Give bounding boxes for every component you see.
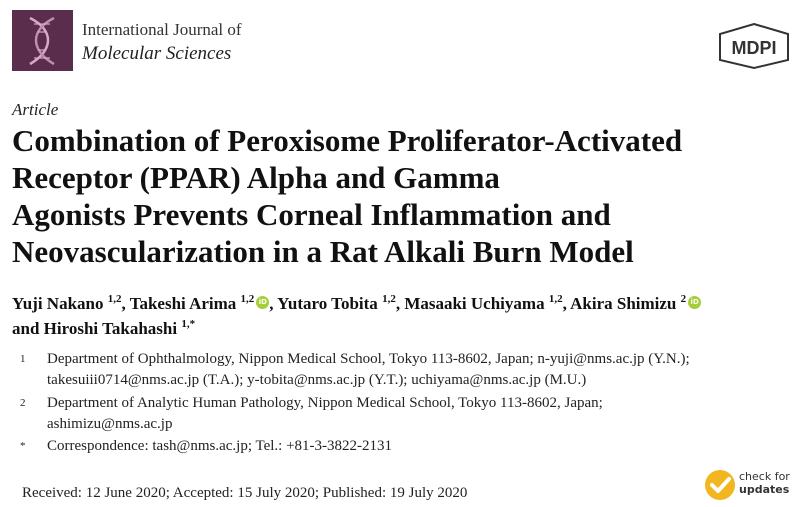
- affiliation-line: takesuiii0714@nms.ac.jp (T.A.); y-tobita@nms.ac.jp (Y.T.); uchiyama@nms.ac.jp (M.U.): [47, 372, 587, 388]
- author-name[interactable]: Takeshi Arima: [129, 294, 237, 313]
- author-name[interactable]: Hiroshi Takahashi: [43, 319, 178, 338]
- check-for-updates-badge[interactable]: [703, 468, 798, 504]
- affiliation-line: Department of Analytic Human Pathology, Nippon Medical School, Tokyo 113-8602, Japan;: [47, 395, 603, 411]
- article-title: [12, 122, 792, 270]
- title-line: Agonists Prevents Corneal Inflammation and: [12, 197, 611, 232]
- author-affil: 1,2: [548, 293, 563, 305]
- affiliation-mark: 2: [20, 397, 26, 409]
- dna-helix-icon: [12, 10, 73, 71]
- affiliation-2: [12, 393, 800, 435]
- affiliation-1: [12, 349, 800, 391]
- check-updates-line2: updates: [739, 483, 790, 496]
- journal-name-line2: Molecular Sciences: [82, 43, 232, 64]
- title-line: Combination of Peroxisome Proliferator-Activated: [12, 123, 683, 158]
- orcid-icon[interactable]: iD: [256, 296, 269, 309]
- orcid-icon[interactable]: iD: [688, 296, 701, 309]
- affiliation-mark: 1: [20, 353, 26, 365]
- article-type: Article: [12, 100, 59, 119]
- author-affil: 1,2: [240, 293, 255, 305]
- affiliation-line: ashimizu@nms.ac.jp: [47, 416, 173, 432]
- author-affil: 1,2: [107, 293, 122, 305]
- title-line: Receptor (PPAR) Alpha and Gamma: [12, 160, 500, 195]
- affiliation-mark: *: [20, 440, 26, 452]
- correspondence-line: Correspondence: tash@nms.ac.jp; Tel.: +81-3-3822-2131: [47, 438, 393, 454]
- author-name[interactable]: Yuji Nakano: [12, 294, 104, 313]
- correspondence: [12, 436, 800, 457]
- affiliation-line: Department of Ophthalmology, Nippon Medical School, Tokyo 113-8602, Japan; n-yuji@nms.ac.jp (Y.N.);: [47, 351, 690, 367]
- author-list: Yuji Nakano $^{1,2}$, Takeshi Arima $^{1,2}$ iD , Yutaro Tobita $^{1,2}$, Masaaki Uchiyama $^{1,2}$, Akira Shimizu $^2$ iD and Hiroshi Takahashi $^{1,*}$: [12, 291, 797, 341]
- author-name[interactable]: Akira Shimizu: [570, 294, 677, 313]
- publisher-name: MDPI: [731, 38, 777, 58]
- author-affil: 2: [680, 293, 687, 305]
- publication-dates: Received: 12 June 2020; Accepted: 15 July 2020; Published: 19 July 2020: [22, 485, 468, 501]
- journal-logo: [12, 10, 73, 71]
- author-name[interactable]: Masaaki Uchiyama: [404, 294, 545, 313]
- author-name[interactable]: Yutaro Tobita: [277, 294, 378, 313]
- mdpi-logo[interactable]: [718, 22, 790, 70]
- check-badge-icon: [703, 468, 737, 502]
- check-updates-text: [739, 470, 790, 496]
- author-affil: 1,*: [181, 318, 196, 330]
- authors-joiner: and: [12, 319, 40, 338]
- journal-name-line1: International Journal of: [82, 20, 242, 39]
- title-line: Neovascularization in a Rat Alkali Burn Model: [12, 234, 634, 269]
- author-affil: 1,2: [382, 293, 396, 305]
- check-updates-line1: check for: [739, 470, 790, 483]
